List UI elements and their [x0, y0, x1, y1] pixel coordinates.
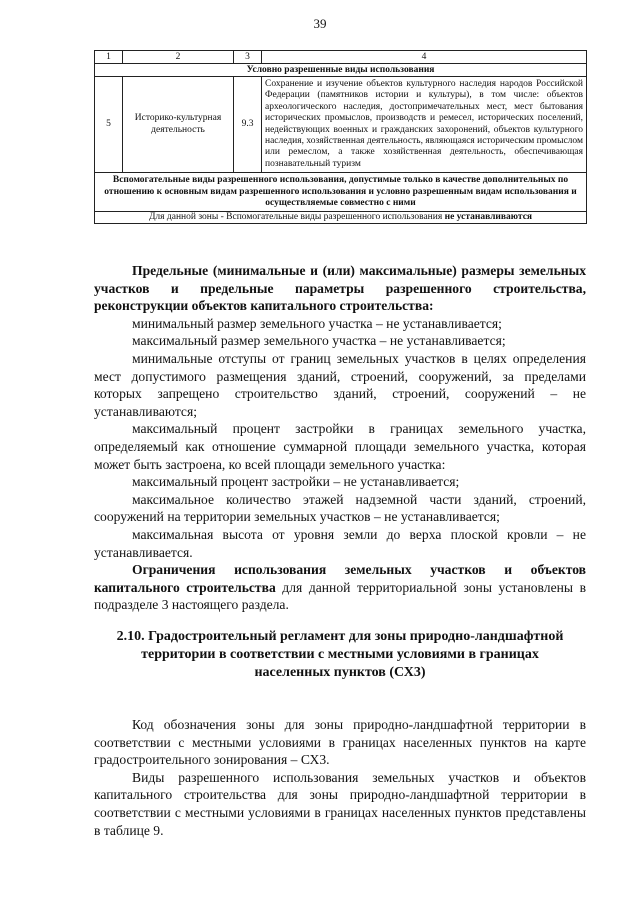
table-row — [95, 77, 587, 173]
aux-note-bold: не устанавливаются — [444, 212, 533, 223]
limit-min-area: минимальный размер земельного участка – не устанавливается; — [132, 315, 502, 331]
limit-height: максимальная высота от уровня земли до верха плоской кровли – не устанавливается. — [94, 526, 586, 560]
row-number: 5 — [95, 77, 123, 173]
table-aux-row — [95, 173, 587, 212]
section-body — [94, 716, 586, 839]
restriction-paragraph — [94, 561, 586, 614]
table-col-header: 4 — [262, 51, 587, 64]
limit-setbacks: минимальные отступы от границ земельных участков в целях определения мест допустимого размещения зданий, строений, сооружений, за пределами которых запрещено строительство зданий, строений, сооружений – не устанавливаются; — [94, 350, 586, 419]
section-title-line: территории в соответствии с местными условиями в границах — [141, 647, 539, 662]
use-name: Историко-культурная деятельность — [123, 77, 234, 173]
table-header-row — [95, 51, 587, 64]
limits-block — [94, 262, 586, 614]
table-col-header: 2 — [123, 51, 234, 64]
permitted-uses-paragraph: Виды разрешенного использования земельных участков и объектов капитального строительства для зоны природно-ландшафтной территории в соответствии с местными условиями в границах населенных пунктов представлены в таблице 9. — [94, 769, 586, 838]
table-col-header: 1 — [95, 51, 123, 64]
limit-floors: максимальное количество этажей надземной части зданий, строений, сооружений на территории земельных участков – не устанавливается; — [94, 491, 586, 525]
table-aux-note-row — [95, 212, 587, 224]
section-title-line: населенных пунктов (СХ3) — [254, 665, 426, 680]
auxiliary-uses-header: Вспомогательные виды разрешенного использования, допустимые только в качестве дополнительных по отношению к основным видам разрешенного использования и условно разрешенным видам использования и осуществляемые совместно с ними — [95, 173, 587, 212]
limit-coverage-definition: максимальный процент застройки в границах земельного участка, определяемый как отношение суммарной площади земельного участка, которая может быть застроена, ко всей площади земельного участка: — [94, 421, 586, 472]
restriction-rest: для данной территориальной зоны установлены в подразделе 3 настоящего раздела. — [94, 579, 586, 613]
page-number: 39 — [313, 16, 327, 31]
auxiliary-uses-note — [95, 212, 587, 224]
use-description: Сохранение и изучение объектов культурного наследия народов Российской Федерации (памятников истории и культуры), в том числе: объектов археологического наследия, достопримечательных мест, мест бытования исторических промыслов, производств и ремесел, исторических поселений, недействующих военных и гражданских захоронений, объектов культурного наследия, хозяйственная деятельность, являющаяся историческим промыслом или ремеслом, а также хозяйственная деятельность, обеспечивающая познавательный туризм — [262, 77, 587, 173]
limit-coverage: максимальный процент застройки – не устанавливается; — [132, 474, 460, 490]
aux-note-prefix: Для данной зоны - Вспомогательные виды разрешенного использования — [148, 212, 445, 223]
conditional-uses-header: Условно разрешенные виды использования — [95, 64, 587, 77]
table-col-header: 3 — [234, 51, 262, 64]
limits-heading: Предельные (минимальные и (или) максимальные) размеры земельных участков и предельные параметры разрешенного строительства, реконструкции объектов капитального строительства: — [94, 263, 586, 314]
section-title — [94, 628, 586, 682]
restriction-bold: Ограничения использования земельных участков и объектов капитального строительства — [94, 562, 586, 595]
section-title-line: 2.10. Градостроительный регламент для зоны природно-ландшафтной — [116, 629, 564, 644]
limit-max-area: максимальный размер земельного участка – не устанавливается; — [132, 333, 506, 349]
use-code: 9.3 — [234, 77, 262, 173]
zone-code-paragraph: Код обозначения зоны для зоны природно-ландшафтной территории в соответствии с местными условиями в границах населенных пунктов на карте градостроительного зонирования – СХ3. — [94, 717, 586, 768]
table-section-row — [95, 64, 587, 77]
permitted-use-table — [94, 50, 587, 224]
